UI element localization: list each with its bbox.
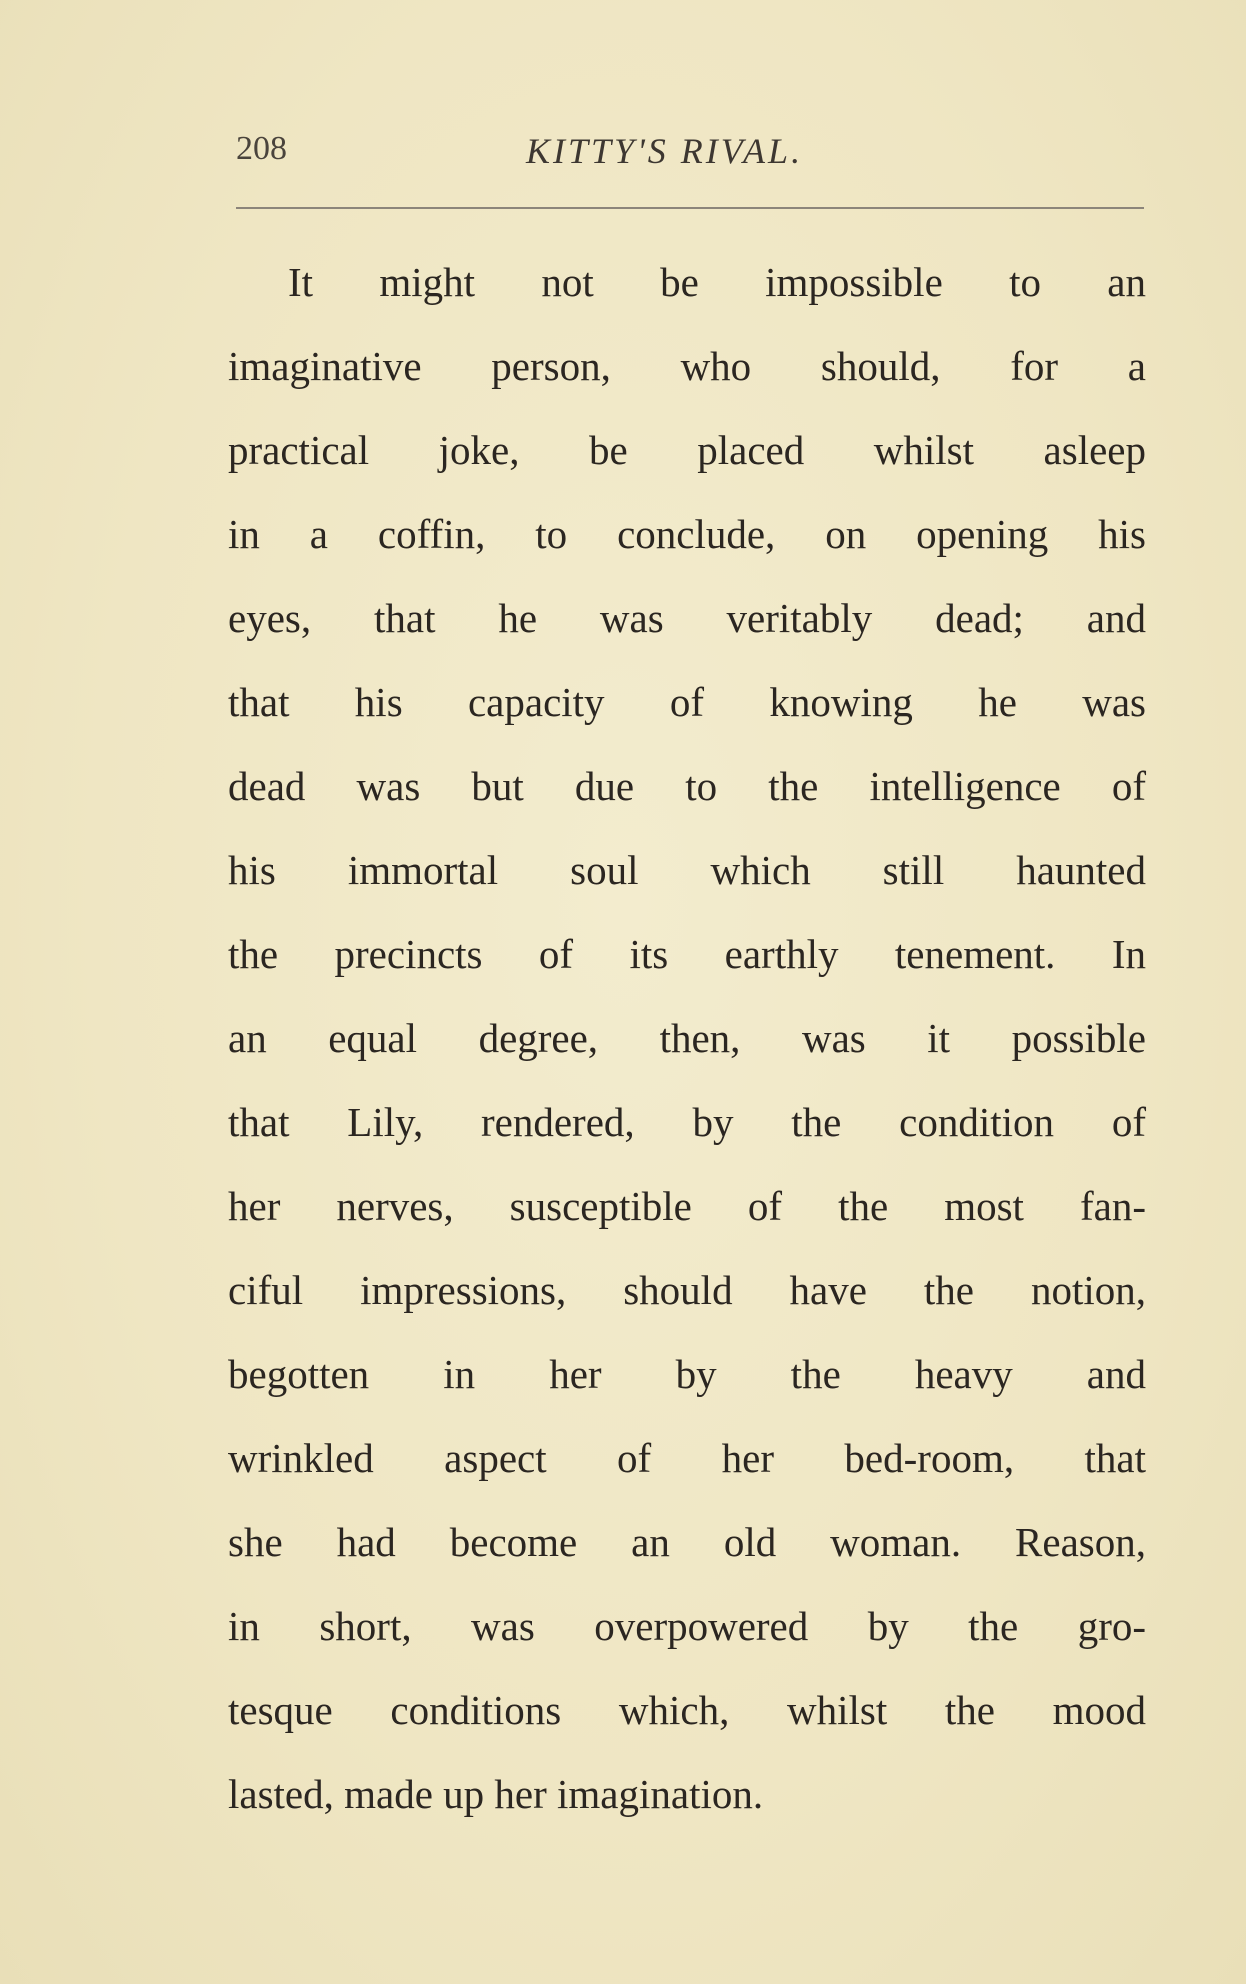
text-line: an equal degree, then, was it possible: [228, 1015, 1146, 1061]
text-line: ciful impressions, should have the notion,: [228, 1267, 1146, 1313]
page-number: 208: [236, 130, 287, 167]
text-line: eyes, that he was veritably dead; and: [228, 595, 1146, 641]
text-line: lasted, made up her imagination.: [228, 1771, 764, 1817]
running-head: [236, 130, 1154, 180]
text-line: she had become an old woman. Reason,: [228, 1519, 1146, 1565]
text-line: in a coffin, to conclude, on opening his: [228, 511, 1146, 557]
text-line: It might not be impossible to an: [288, 259, 1146, 305]
text-line: dead was but due to the intelligence of: [228, 763, 1146, 809]
body-paragraph: [228, 240, 1146, 1836]
text-line: wrinkled aspect of her bed-room, that: [228, 1435, 1146, 1481]
running-title: KITTY'S RIVAL.: [526, 131, 804, 171]
text-line: the precincts of its earthly tenement. In: [228, 931, 1146, 977]
text-line: in short, was overpowered by the gro-: [228, 1603, 1146, 1649]
header-rule: [236, 207, 1144, 209]
text-line: practical joke, be placed whilst asleep: [228, 427, 1146, 473]
text-line: imaginative person, who should, for a: [228, 343, 1146, 389]
text-line: begotten in her by the heavy and: [228, 1351, 1146, 1397]
text-line: her nerves, susceptible of the most fan-: [228, 1183, 1146, 1229]
text-line: that Lily, rendered, by the condition of: [228, 1099, 1146, 1145]
text-line: his immortal soul which still haunted: [228, 847, 1146, 893]
text-line: that his capacity of knowing he was: [228, 679, 1146, 725]
text-line: tesque conditions which, whilst the mood: [228, 1687, 1146, 1733]
